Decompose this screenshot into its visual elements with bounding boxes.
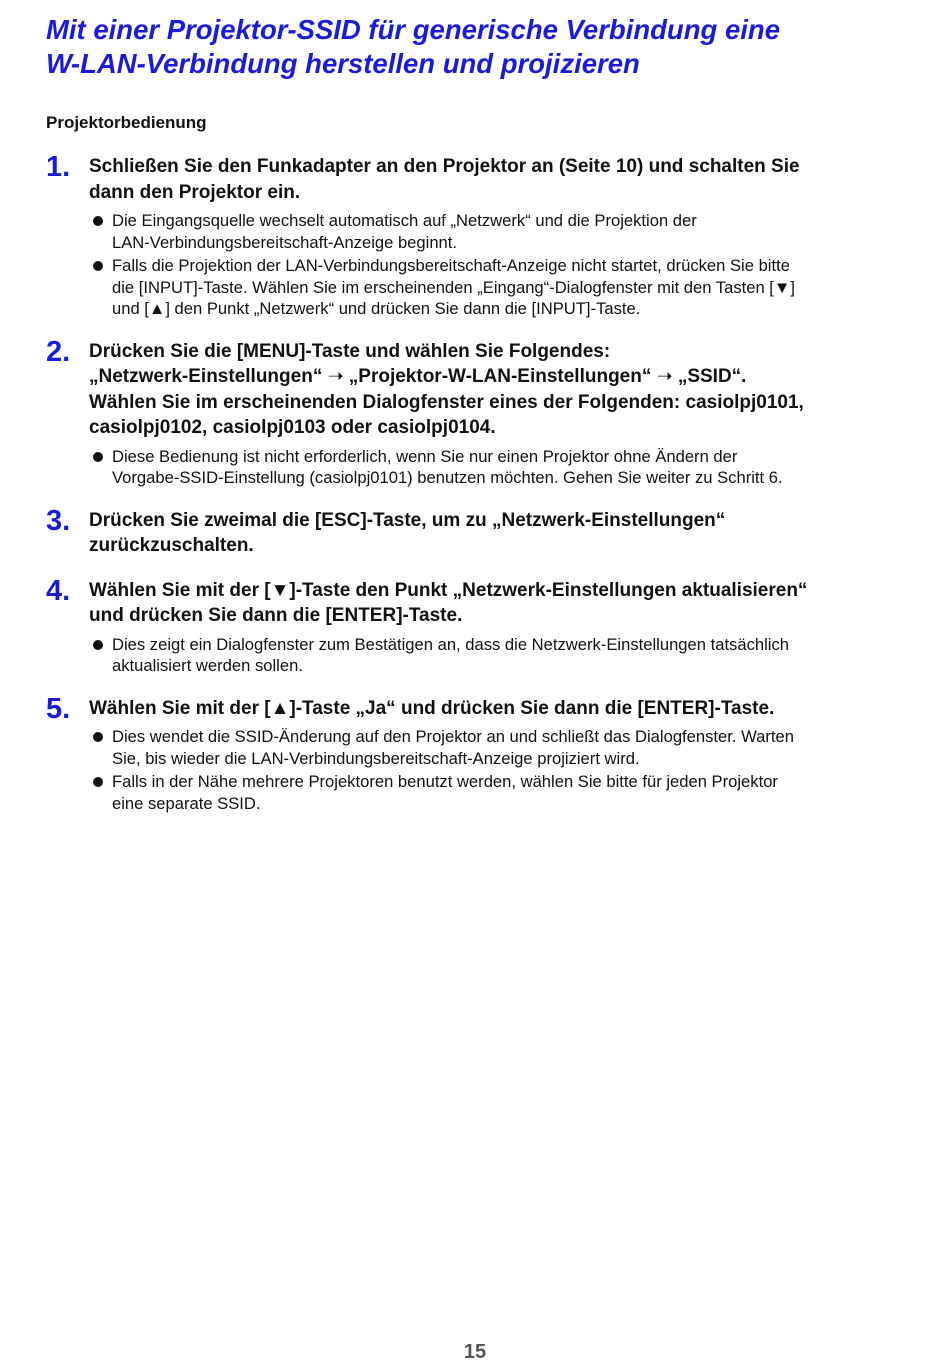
bullet-list xyxy=(89,726,906,814)
bullet-text-line: die [INPUT]-Taste. Wählen Sie im erscheinenden „Eingang“-Dialogfenster mit den Tasten [▼] xyxy=(112,277,795,297)
bullet-text-line: Die Eingangsquelle wechselt automatisch auf „Netzwerk“ und die Projektion der xyxy=(112,211,697,230)
bullet-dot-icon xyxy=(93,216,103,226)
page-title-line: W-LAN-Verbindung herstellen und projizieren xyxy=(46,48,640,79)
step-item xyxy=(46,151,906,320)
step-instruction-line: Wählen Sie mit der [▼]-Taste den Punkt „Netzwerk-Einstellungen aktualisieren“ xyxy=(89,579,808,601)
section-subheading: Projektorbedienung xyxy=(46,113,207,132)
step-instruction-line: dann den Projektor ein. xyxy=(89,181,301,203)
step-instruction xyxy=(89,578,906,629)
bullet-text-line: und [▲] den Punkt „Netzwerk“ und drücken Sie dann die [INPUT]-Taste. xyxy=(112,299,641,318)
page-title-line: Mit einer Projektor-SSID für generische Verbindung eine xyxy=(46,14,780,45)
step-instruction-line: zurückzuschalten. xyxy=(89,535,254,556)
step-number: 3. xyxy=(46,504,71,537)
bullet-item xyxy=(89,255,906,320)
step-instruction-line: Drücken Sie zweimal die [ESC]-Taste, um zu „Netzwerk-Einstellungen“ xyxy=(89,509,726,531)
step-list xyxy=(46,151,906,816)
bullet-text-line: Diese Bedienung ist nicht erforderlich, wenn Sie nur einen Projektor ohne Ändern der xyxy=(112,446,738,466)
bullet-text-line: Falls in der Nähe mehrere Projektoren benutzt werden, wählen Sie bitte für jeden Projektor xyxy=(112,772,778,791)
page-number: 15 xyxy=(463,1341,487,1363)
step-instruction xyxy=(89,339,906,441)
bullet-dot-icon xyxy=(93,640,103,650)
bullet-dot-icon xyxy=(93,261,103,271)
bullet-list xyxy=(89,634,906,677)
bullet-text-line: Dies zeigt ein Dialogfenster zum Bestätigen an, dass die Netzwerk-Einstellungen tatsächlich xyxy=(112,634,790,654)
step-number: 4. xyxy=(46,574,71,607)
step-instruction-line: casiolpj0102, casiolpj0103 oder casiolpj0104. xyxy=(89,417,496,438)
step-instruction-line: Schließen Sie den Funkadapter an den Projektor an (Seite 10) und schalten Sie xyxy=(89,156,800,177)
step-instruction-line: Wählen Sie mit der [▲]-Taste „Ja“ und drücken Sie dann die [ENTER]-Taste. xyxy=(89,697,775,719)
bullet-text-line: LAN-Verbindungsbereitschaft-Anzeige beginnt. xyxy=(112,232,458,252)
step-instruction-line: „Netzwerk-Einstellungen“ ➝ „Projektor-W-LAN-Einstellungen“ ➝ „SSID“. xyxy=(89,366,747,387)
bullet-dot-icon xyxy=(93,452,103,462)
page-title xyxy=(46,13,926,81)
step-instruction xyxy=(89,696,906,722)
bullet-list xyxy=(89,446,906,489)
step-instruction xyxy=(89,508,906,559)
bullet-text-line: aktualisiert werden sollen. xyxy=(112,656,303,675)
step-item xyxy=(46,335,906,489)
step-number: 5. xyxy=(46,692,71,725)
bullet-item xyxy=(89,771,906,814)
step-item xyxy=(46,692,906,815)
bullet-item xyxy=(89,210,906,253)
step-item xyxy=(46,504,906,559)
bullet-list xyxy=(89,210,906,320)
step-instruction-line: Drücken Sie die [MENU]-Taste und wählen Sie Folgendes: xyxy=(89,340,611,362)
step-number: 1. xyxy=(46,151,71,183)
bullet-text-line: Dies wendet die SSID-Änderung auf den Projektor an und schließt das Dialogfenster. Warten xyxy=(112,727,794,746)
bullet-text-line: Sie, bis wieder die LAN-Verbindungsbereitschaft-Anzeige projiziert wird. xyxy=(112,748,640,768)
bullet-text-line: Falls die Projektion der LAN-Verbindungsbereitschaft-Anzeige nicht startet, drücken Sie bitte xyxy=(112,256,790,275)
step-item xyxy=(46,574,906,677)
bullet-dot-icon xyxy=(93,777,103,787)
step-instruction xyxy=(89,154,906,205)
step-number: 2. xyxy=(46,335,71,368)
bullet-item xyxy=(89,634,906,677)
step-instruction-line: Wählen Sie im erscheinenden Dialogfenster eines der Folgenden: casiolpj0101, xyxy=(89,391,804,413)
step-instruction-line: und drücken Sie dann die [ENTER]-Taste. xyxy=(89,605,463,626)
bullet-item xyxy=(89,726,906,769)
bullet-item xyxy=(89,446,906,489)
bullet-text-line: Vorgabe-SSID-Einstellung (casiolpj0101) benutzen möchten. Gehen Sie weiter zu Schritt 6. xyxy=(112,468,783,487)
bullet-text-line: eine separate SSID. xyxy=(112,793,261,813)
bullet-dot-icon xyxy=(93,732,103,742)
